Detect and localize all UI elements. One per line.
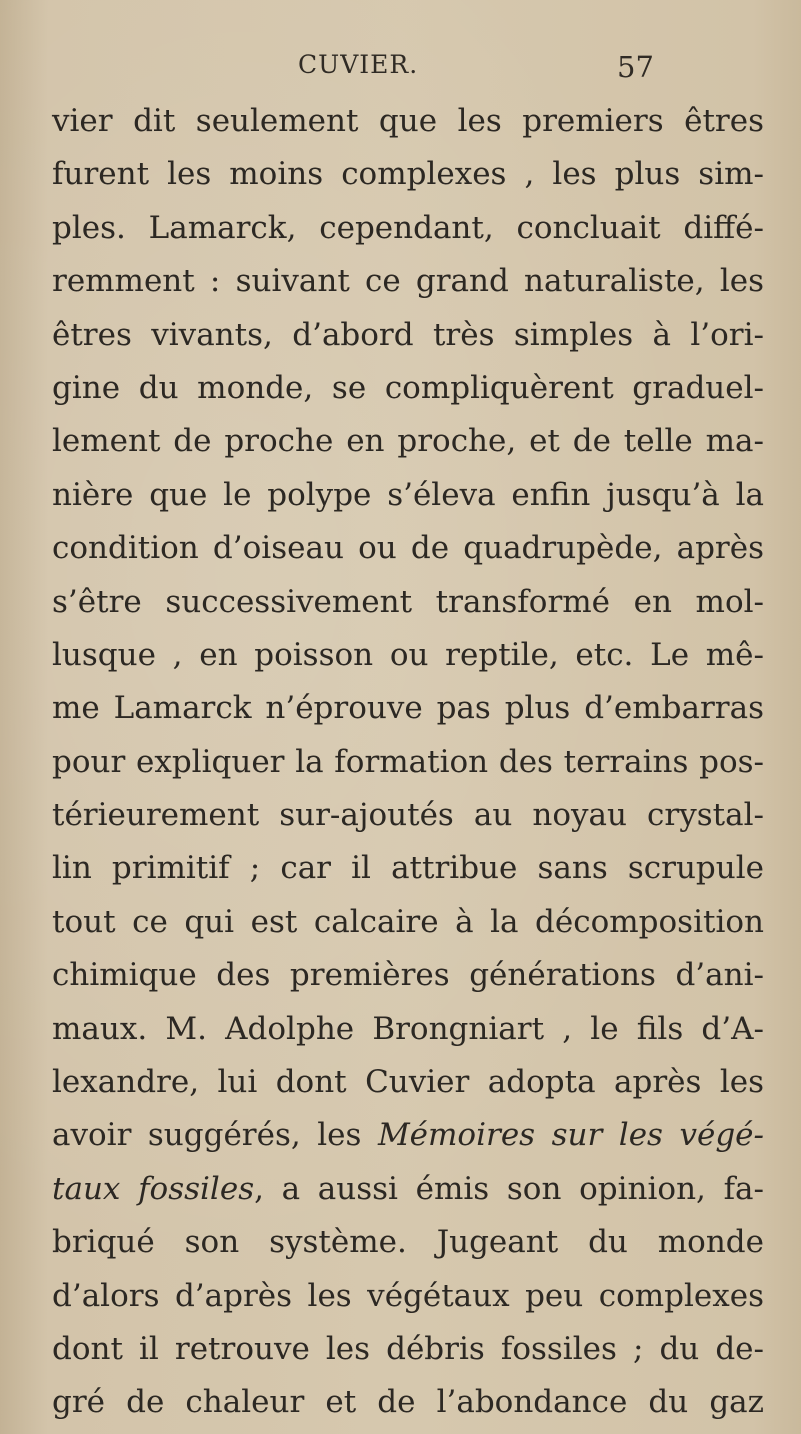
text-segment: avoir suggérés, les bbox=[52, 1117, 378, 1154]
text-line: térieurement sur-ajoutés au noyau crystal- bbox=[52, 797, 764, 834]
text-line: d’alors d’après les végétaux peu complexes bbox=[52, 1277, 764, 1314]
text-line-with-title bbox=[52, 1163, 764, 1216]
text-line: êtres vivants, d’abord très simples à l’ori- bbox=[52, 316, 764, 353]
text-line: me Lamarck n’éprouve pas plus d’embarras bbox=[52, 690, 764, 727]
body-text bbox=[52, 95, 764, 1430]
text-line: condition d’oiseau ou de quadrupède, après bbox=[52, 530, 764, 567]
text-line: gine du monde, se compliquèrent graduel- bbox=[52, 369, 764, 406]
text-line: maux. M. Adolphe Brongniart , le fils d’A- bbox=[52, 1010, 764, 1047]
text-line: lexandre, lui dont Cuvier adopta après les bbox=[52, 1064, 764, 1101]
text-line-with-title bbox=[52, 1109, 764, 1162]
text-line: s’être successivement transformé en mol- bbox=[52, 583, 764, 620]
text-line: pour expliquer la formation des terrains pos- bbox=[52, 743, 764, 780]
text-line: nière que le polype s’éleva enfin jusqu’à la bbox=[52, 476, 764, 513]
text-line: ples. Lamarck, cependant, concluait diffé- bbox=[52, 209, 764, 246]
italic-title-segment: Mémoires sur les végé- bbox=[377, 1117, 764, 1154]
text-segment: , a aussi émis son opinion, fa- bbox=[254, 1170, 764, 1207]
text-line: dont il retrouve les débris fossiles ; du de- bbox=[52, 1330, 764, 1367]
text-line: vier dit seulement que les premiers êtres bbox=[52, 103, 764, 139]
text-line: tout ce qui est calcaire à la décomposition bbox=[52, 903, 764, 940]
text-line: lement de proche en proche, et de telle ma- bbox=[52, 423, 764, 460]
text-line: lin primitif ; car il attribue sans scrupule bbox=[52, 850, 764, 887]
text-line: briqué son système. Jugeant du monde bbox=[52, 1224, 764, 1261]
text-line: gré de chaleur et de l’abondance du gaz bbox=[52, 1384, 764, 1421]
text-line: lusque , en poisson ou reptile, etc. Le mê- bbox=[52, 636, 764, 673]
text-line: furent les moins complexes , les plus sim- bbox=[52, 156, 764, 193]
italic-title-segment: taux fossiles bbox=[52, 1170, 255, 1207]
text-line: remment : suivant ce grand naturaliste, les bbox=[52, 263, 764, 300]
page-number: 57 bbox=[617, 50, 654, 84]
text-line: chimique des premières générations d’ani- bbox=[52, 957, 764, 994]
running-title: CUVIER. bbox=[298, 50, 419, 79]
running-head bbox=[0, 50, 801, 84]
